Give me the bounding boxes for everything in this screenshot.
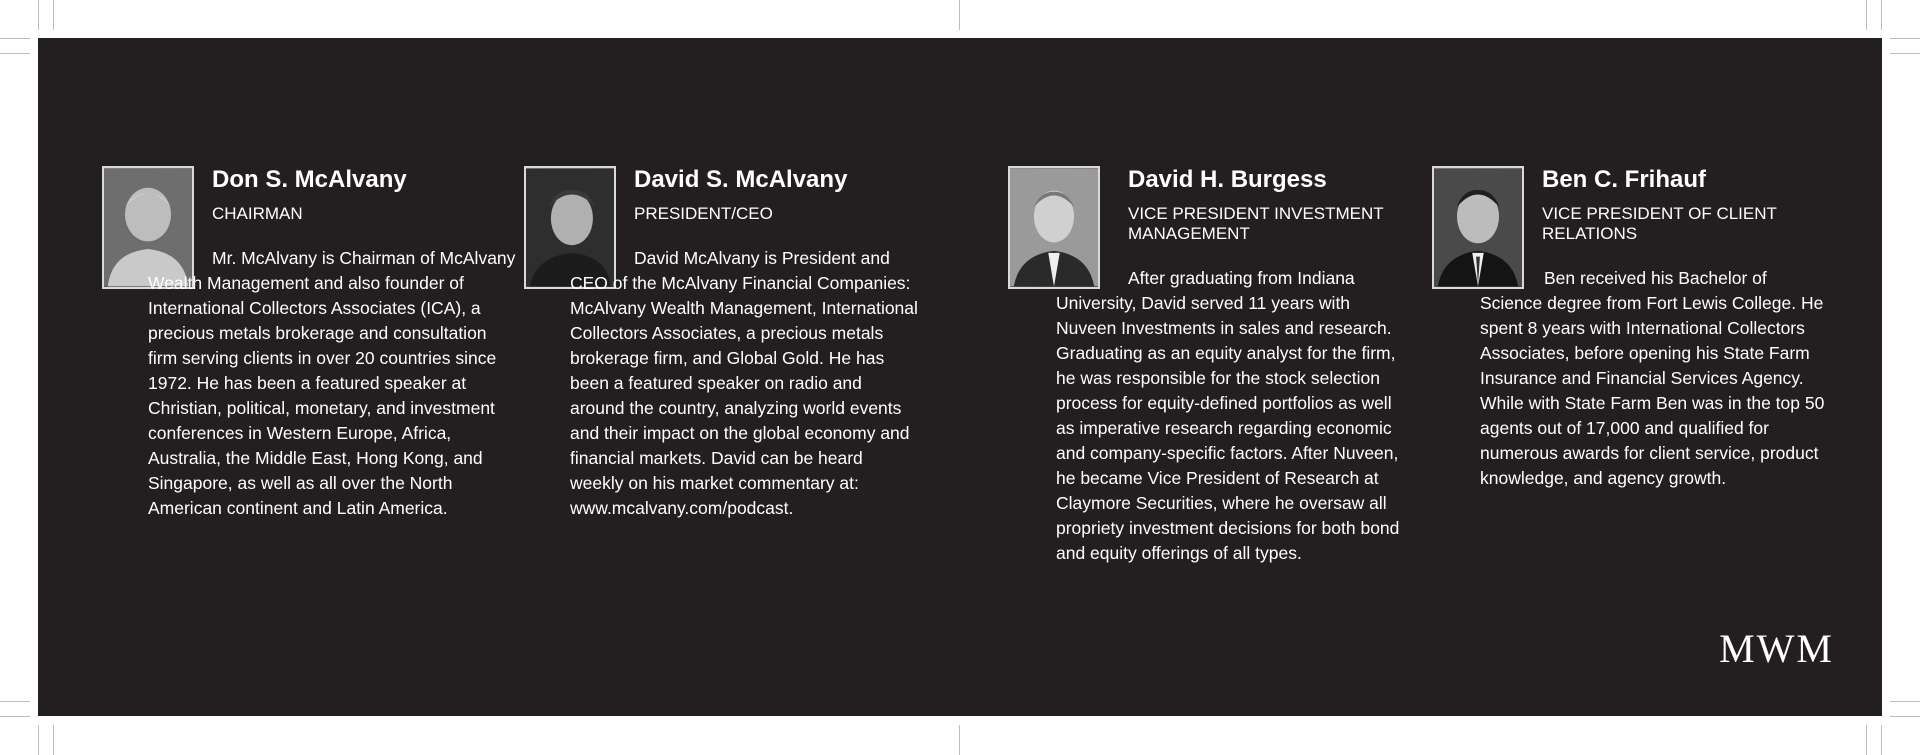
crop-mark — [38, 0, 39, 30]
crop-mark — [959, 0, 960, 30]
crop-mark — [1866, 725, 1867, 755]
profile-bio: Mr. McAlvany is Chairman of McAlvany Wealth Management and also founder of International Collectors Associates (ICA), a precious metals brokerage and consultation firm serving clients in over 20 countries since 1972. He has been a featured speaker at Christian, political, monetary, and investment conferences in Western Europe, Africa, Australia, the Middle East, Hong Kong, and Singapore, as well as all over the North American continent and Latin America. — [148, 248, 516, 518]
crop-mark — [1866, 0, 1867, 30]
profile-name: Ben C. Frihauf — [1542, 166, 1707, 193]
profile-bio: After graduating from Indiana University, David served 11 years with Nuveen Investments in sales and research. Graduating as an equity analyst for the firm, he was responsible for the stock selection process for equity-defined portfolios as well as imperative research regarding economic and company-specific factors. After Nuveen, he became Vice President of Research at Claymore Securities, where he oversaw all propriety investment decisions for both bond and equity offerings of all types. — [1056, 268, 1400, 563]
crop-mark — [0, 38, 30, 39]
crop-mark — [0, 716, 30, 717]
crop-mark — [53, 725, 54, 755]
crop-mark — [53, 0, 54, 30]
crop-mark — [1890, 701, 1920, 702]
profile-title: VICE PRESIDENT INVESTMENT MANAGEMENT — [1128, 204, 1384, 243]
profile-title: PRESIDENT/CEO — [634, 204, 773, 223]
crop-mark — [1890, 716, 1920, 717]
crop-mark — [38, 725, 39, 755]
crop-mark — [1881, 0, 1882, 30]
leadership-panel — [38, 38, 1882, 716]
profile-bio: David McAlvany is President and CEO of the McAlvany Financial Companies: McAlvany Wealth Management, International Collectors Associates, a precious metals brokerage firm, and Global Gold. He has been a featured speaker on radio and around the country, analyzing world events and their impact on the global economy and financial markets. David can be heard weekly on his market commentary at: www.mcalvany.com/podcast. — [570, 248, 918, 518]
crop-mark — [959, 725, 960, 755]
crop-mark — [1881, 725, 1882, 755]
crop-mark — [1890, 53, 1920, 54]
profile-name: David S. McAlvany — [634, 166, 848, 193]
profile-title: CHAIRMAN — [212, 204, 303, 223]
profile-name: Don S. McAlvany — [212, 166, 407, 193]
mwm-logo: MWM — [1719, 626, 1834, 671]
profile-bio: Ben received his Bachelor of Science degree from Fort Lewis College. He spent 8 years with International Collectors Associates, before opening his State Farm Insurance and Financial Services Agency. While with State Farm Ben was in the top 50 agents out of 17,000 and qualified for numerous awards for client service, product knowledge, and agency growth. — [1480, 268, 1825, 488]
crop-mark — [0, 701, 30, 702]
profile-title: VICE PRESIDENT OF CLIENT RELATIONS — [1542, 204, 1777, 243]
profile-name: David H. Burgess — [1128, 166, 1327, 193]
crop-mark — [1890, 38, 1920, 39]
crop-mark — [0, 53, 30, 54]
